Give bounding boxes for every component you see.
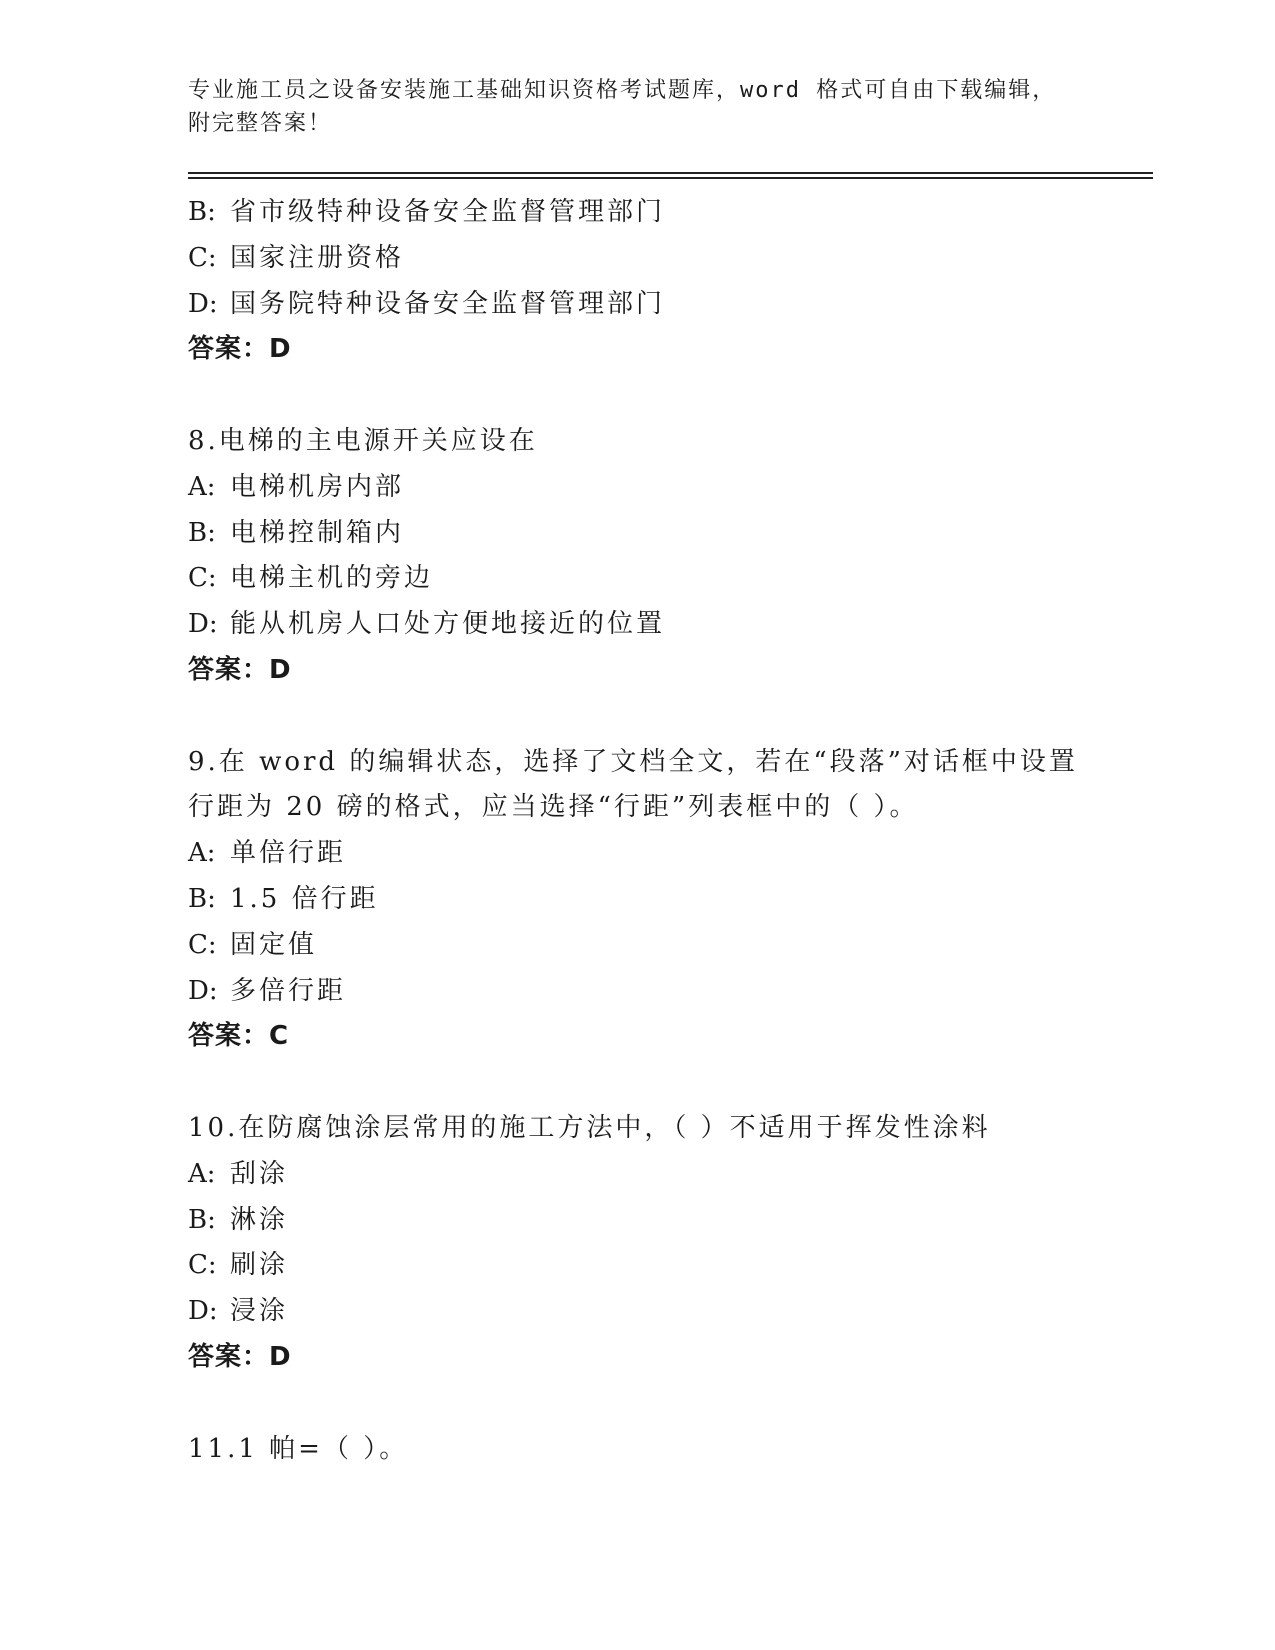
- spacer: [188, 1381, 1088, 1427]
- option-item: B: 1.5 倍行距: [188, 883, 379, 914]
- option-item: C: 刷涂: [188, 1250, 289, 1281]
- option-item: B: 省市级特种设备安全监督管理部门: [188, 197, 666, 227]
- answer-line: 答案：D: [188, 654, 292, 685]
- question-text: 11.1 帕=（ ）。: [188, 1433, 409, 1464]
- answer-line: 答案：D: [188, 334, 292, 365]
- option-item: D: 浸涂: [188, 1296, 289, 1327]
- question-text: 10.在防腐蚀涂层常用的施工方法中，（ ）不适用于挥发性涂料: [188, 1112, 991, 1143]
- option-item: C: 国家注册资格: [188, 242, 405, 273]
- header-rule-top: [188, 172, 1153, 174]
- header-line-1: 专业施工员之设备安装施工基础知识资格考试题库，word 格式可自由下载编辑，: [188, 78, 1057, 103]
- header-rule-bottom: [188, 177, 1153, 179]
- option-item: D: 国务院特种设备安全监督管理部门: [188, 288, 666, 319]
- option-item: A: 刮涂: [188, 1158, 289, 1189]
- question-11-block: [188, 1427, 1088, 1473]
- question-9-block: [188, 740, 1088, 1061]
- document-header: [188, 74, 1068, 140]
- question-8-block: [188, 419, 1088, 694]
- question-text: 9.在 word 的编辑状态，选择了文档全文，若在“段落”对话框中设置: [188, 746, 1078, 777]
- spacer: [188, 1060, 1088, 1106]
- answer-line: 答案：C: [188, 1021, 290, 1052]
- option-item: D: 能从机房人口处方便地接近的位置: [188, 609, 666, 640]
- header-line-2: 附完整答案！: [188, 111, 333, 136]
- question-10-block: [188, 1106, 1088, 1381]
- answer-line: 答案：D: [188, 1341, 292, 1372]
- spacer: [188, 694, 1088, 740]
- option-item: A: 电梯机房内部: [188, 471, 405, 502]
- spacer: [188, 373, 1088, 419]
- option-item: B: 电梯控制箱内: [188, 517, 405, 548]
- option-item: C: 电梯主机的旁边: [188, 563, 434, 594]
- document-body: [188, 190, 1088, 1472]
- option-item: A: 单倍行距: [188, 838, 347, 869]
- option-item: C: 固定值: [188, 929, 318, 960]
- question-text-continued: 行距为 20 磅的格式，应当选择“行距”列表框中的（ ）。: [188, 792, 919, 823]
- question-text: 8.电梯的主电源开关应设在: [188, 425, 538, 456]
- question-7-block: [188, 190, 1088, 373]
- option-item: B: 淋涂: [188, 1204, 289, 1235]
- option-item: D: 多倍行距: [188, 975, 347, 1006]
